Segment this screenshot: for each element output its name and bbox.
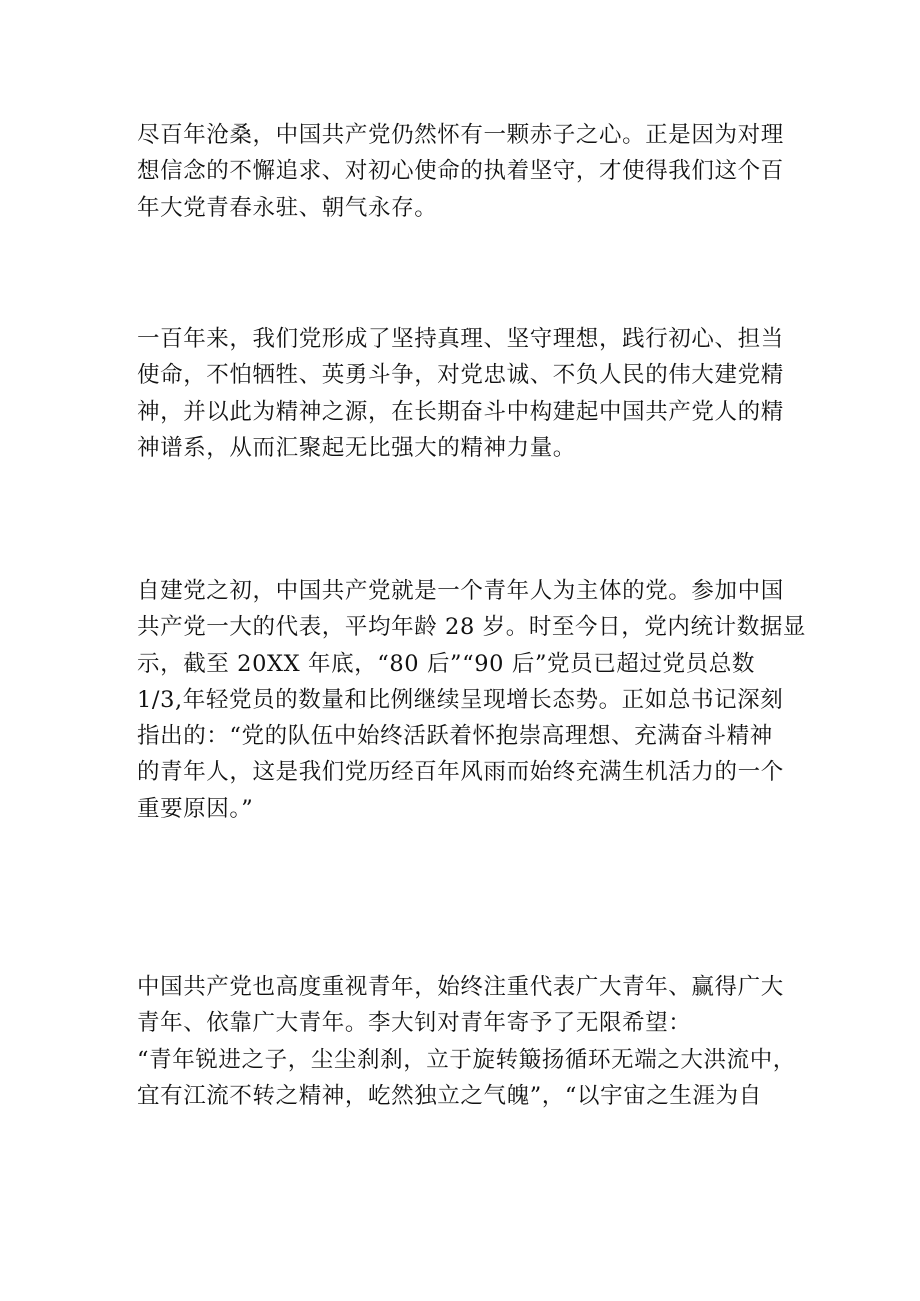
paragraph-4 <box>137 969 797 1114</box>
paragraph-2 <box>137 321 797 466</box>
paragraph-3 <box>137 573 807 827</box>
text-line: “青年锐进之子，尘尘刹刹，立于旋转簸扬循环无端之大洪流中， <box>137 1046 796 1073</box>
text-line: 重要原因。” <box>137 795 254 822</box>
text-line: 青年、依靠广大青年。李大钊对青年寄予了无限希望： <box>137 1010 692 1037</box>
text-line: 示，截至 20XX 年底，“80 后”“90 后”党员已超过党员总数 <box>137 650 755 677</box>
text-line: 的青年人，这是我们党历经百年风雨而始终充满生机活力的一个 <box>137 759 784 786</box>
text-line: 使命，不怕牺牲、英勇斗争，对党忠诚、不负人民的伟大建党精 <box>137 362 784 389</box>
text-line: 共产党一大的代表，平均年龄 28 岁。时至今日，党内统计数据显 <box>137 614 807 641</box>
text-line: 想信念的不懈追求、对初心使命的执着坚守，才使得我们这个百 <box>137 158 784 185</box>
text-line: 宜有江流不转之精神，屹然独立之气魄”，“以宇宙之生涯为自 <box>137 1082 762 1109</box>
text-line: 神，并以此为精神之源，在长期奋斗中构建起中国共产党人的精 <box>137 398 784 425</box>
text-line: 尽百年沧桑，中国共产党仍然怀有一颗赤子之心。正是因为对理 <box>137 122 784 148</box>
text-line: 一百年来，我们党形成了坚持真理、坚守理想，践行初心、担当 <box>137 326 784 352</box>
text-line: 神谱系，从而汇聚起无比强大的精神力量。 <box>137 434 576 461</box>
text-line: 中国共产党也高度重视青年，始终注重代表广大青年、赢得广大 <box>137 974 784 1000</box>
text-line: 指出的：“党的队伍中始终活跃着怀抱崇高理想、充满奋斗精神 <box>137 723 773 750</box>
paragraph-1 <box>137 117 797 226</box>
text-line: 自建党之初，中国共产党就是一个青年人为主体的党。参加中国 <box>137 578 784 604</box>
text-line: 年大党青春永驻、朝气永存。 <box>137 194 438 221</box>
text-line: 1/3,年轻党员的数量和比例继续呈现增长态势。正如总书记深刻 <box>137 686 784 713</box>
